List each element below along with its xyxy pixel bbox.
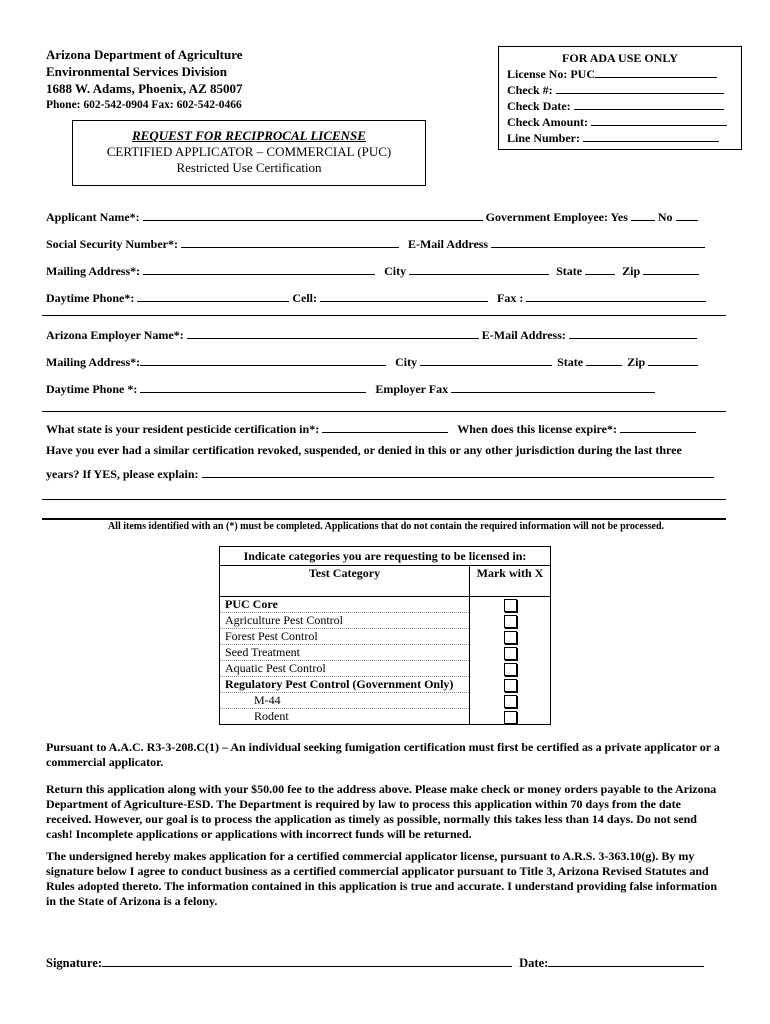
employer-fax-field[interactable] [451,381,655,393]
ssn-label: Social Security Number*: [46,237,178,251]
cert-expire-label: When does this license expire*: [457,422,617,436]
employer-state-label: State [557,355,584,369]
agency-address: 1688 W. Adams, Phoenix, AZ 85007 [46,81,243,96]
applicant-state-field[interactable] [585,263,615,275]
signature-label: Signature: [46,956,103,970]
ada-license-field[interactable] [595,66,717,78]
category-m44: M-44 [220,693,470,709]
declaration-paragraph: The undersigned hereby makes application for a certified commercial applicator license, pursuant to A.R.S. 3-363.10(g). By my signature below I agree to conduct business as a certified commercial applicator pursuant to Title 3, Arizona Revised Statutes and Rules adopted thereto. The information contained in this application is true and accurate. I understand providing false information in the State of Arizona is a felony. [46,849,718,908]
ada-title: FOR ADA USE ONLY [562,51,678,65]
employer-fax-label: Employer Fax [375,382,449,396]
ada-check-amount-label: Check Amount: [507,115,589,129]
checkbox-rodent[interactable] [504,711,517,724]
table-row [220,645,551,661]
request-title-box [72,120,426,186]
table-row [220,613,551,629]
request-subtitle: CERTIFIED APPLICATOR – COMMERCIAL (PUC) [106,144,392,159]
category-rodent: Rodent [220,709,470,725]
employer-name-label: Arizona Employer Name*: [46,328,184,342]
category-agriculture: Agriculture Pest Control [220,613,470,629]
applicant-mailing-row [46,263,699,278]
applicant-phone-label: Daytime Phone*: [46,291,135,305]
ada-license-label: License No: PUC [507,67,595,81]
applicant-city-field[interactable] [409,263,549,275]
gov-employee-label: Government Employee: Yes [485,210,628,224]
applicant-fax-label: Fax : [496,291,524,305]
table-row [220,597,551,613]
date-field[interactable] [548,955,704,967]
request-subtitle-2: Restricted Use Certification [176,160,322,175]
checkbox-forest[interactable] [504,631,517,644]
employer-phone-label: Daytime Phone *: [46,382,138,396]
fumigation-paragraph: Pursuant to A.A.C. R3-3-208.C(1) – An individual seeking fumigation certification must first be certified as a private applicator or a commercial applicator. [46,740,720,769]
return-instructions-paragraph: Return this application along with your $50.00 fee to the address above. Please make check or money orders payable to the Arizona Department of Agriculture-ESD. The Department is required by law to process this application within 70 days from the date received. However, our goal is to process the application as timely as possible, normally this takes less than 14 days. Do not send cash! Incomplete applications or applications with incorrect funds will be returned. [46,782,717,841]
applicant-fax-field[interactable] [526,290,706,302]
ada-check-date-field[interactable] [574,98,724,110]
applicant-cell-field[interactable] [320,290,488,302]
employer-mailing-label: Mailing Address*: [46,355,141,369]
signature-row [46,955,704,970]
cert-state-field[interactable] [322,421,448,433]
applicant-phone-field[interactable] [137,290,289,302]
employer-zip-label: Zip [627,355,646,369]
employer-mailing-field[interactable] [140,354,386,366]
applicant-mailing-label: Mailing Address*: [46,264,141,278]
section-divider [42,411,726,412]
ada-use-box [498,46,742,150]
applicant-cell-label: Cell: [292,291,317,305]
ada-check-label: Check #: [507,83,553,97]
agency-phone: Phone: 602-542-0904 Fax: 602-542-0466 [46,99,242,111]
gov-employee-no-label: No [657,210,673,224]
signature-field[interactable] [102,955,512,967]
table-row [220,661,551,677]
col-mark-with-x: Mark with X [470,566,551,597]
employer-email-label: E-Mail Address: [481,328,566,342]
employer-email-field[interactable] [569,327,697,339]
applicant-name-label: Applicant Name*: [46,210,140,224]
checkbox-m44[interactable] [504,695,517,708]
category-seed: Seed Treatment [220,645,470,661]
table-row [220,677,551,693]
agency-division: Environmental Services Division [46,64,228,79]
col-test-category: Test Category [220,566,470,597]
employer-city-label: City [395,355,418,369]
employer-zip-field[interactable] [648,354,698,366]
employer-name-field[interactable] [187,327,479,339]
category-forest: Forest Pest Control [220,629,470,645]
employer-phone-field[interactable] [140,381,366,393]
checkbox-seed[interactable] [504,647,517,660]
ada-line-number-field[interactable] [583,130,719,142]
category-puc-core: PUC Core [220,597,470,613]
employer-phone-row [46,381,655,396]
applicant-mailing-field[interactable] [143,263,375,275]
cert-state-row [46,421,696,436]
applicant-zip-label: Zip [622,264,641,278]
employer-mailing-row [46,354,698,369]
revoked-question: Have you ever had a similar certification revoked, suspended, or denied in this or any other jurisdiction during the last three [46,443,682,457]
required-note: All items identified with an (*) must be completed. Applications that do not contain the required information will not be processed. [107,521,665,532]
applicant-name-row [46,209,698,224]
table-row [220,693,551,709]
revoked-explain-label: years? If YES, please explain: [46,467,199,481]
ssn-field[interactable] [181,236,399,248]
ada-check-date-label: Check Date: [507,99,571,113]
section-divider [42,518,726,520]
employer-name-row [46,327,697,342]
checkbox-puc-core[interactable] [504,599,517,612]
table-row [220,709,551,725]
employer-state-field[interactable] [586,354,622,366]
applicant-name-field[interactable] [143,209,483,221]
revoked-explain-field[interactable] [202,466,714,478]
categories-table [219,546,551,725]
revoked-explain-row [46,466,714,481]
ssn-row [46,236,705,251]
agency-header [46,46,243,114]
gov-employee-yes-field[interactable] [631,209,655,221]
ada-check-field[interactable] [556,82,724,94]
applicant-email-label: E-Mail Address [407,237,489,251]
category-regulatory: Regulatory Pest Control (Government Only) [220,677,470,693]
section-divider [42,315,726,316]
applicant-city-label: City [384,264,407,278]
cert-expire-field[interactable] [620,421,696,433]
cert-state-label: What state is your resident pesticide certification in*: [46,422,320,436]
applicant-phone-row [46,290,706,305]
ada-check-amount-field[interactable] [591,114,727,126]
checkbox-aquatic[interactable] [504,663,517,676]
request-title: REQUEST FOR RECIPROCAL LICENSE [132,128,366,143]
category-aquatic: Aquatic Pest Control [220,661,470,677]
gov-employee-no-field[interactable] [676,209,698,221]
ada-line-number-label: Line Number: [507,131,580,145]
applicant-state-label: State [556,264,583,278]
revoked-explain-line-2[interactable] [42,499,726,500]
applicant-zip-field[interactable] [643,263,699,275]
employer-city-field[interactable] [420,354,552,366]
checkbox-agriculture[interactable] [504,615,517,628]
agency-name: Arizona Department of Agriculture [46,47,243,62]
checkbox-regulatory[interactable] [504,679,517,692]
table-row [220,629,551,645]
applicant-email-field[interactable] [491,236,705,248]
date-label: Date: [519,956,549,970]
categories-header: Indicate categories you are requesting to be licensed in: [220,547,551,566]
